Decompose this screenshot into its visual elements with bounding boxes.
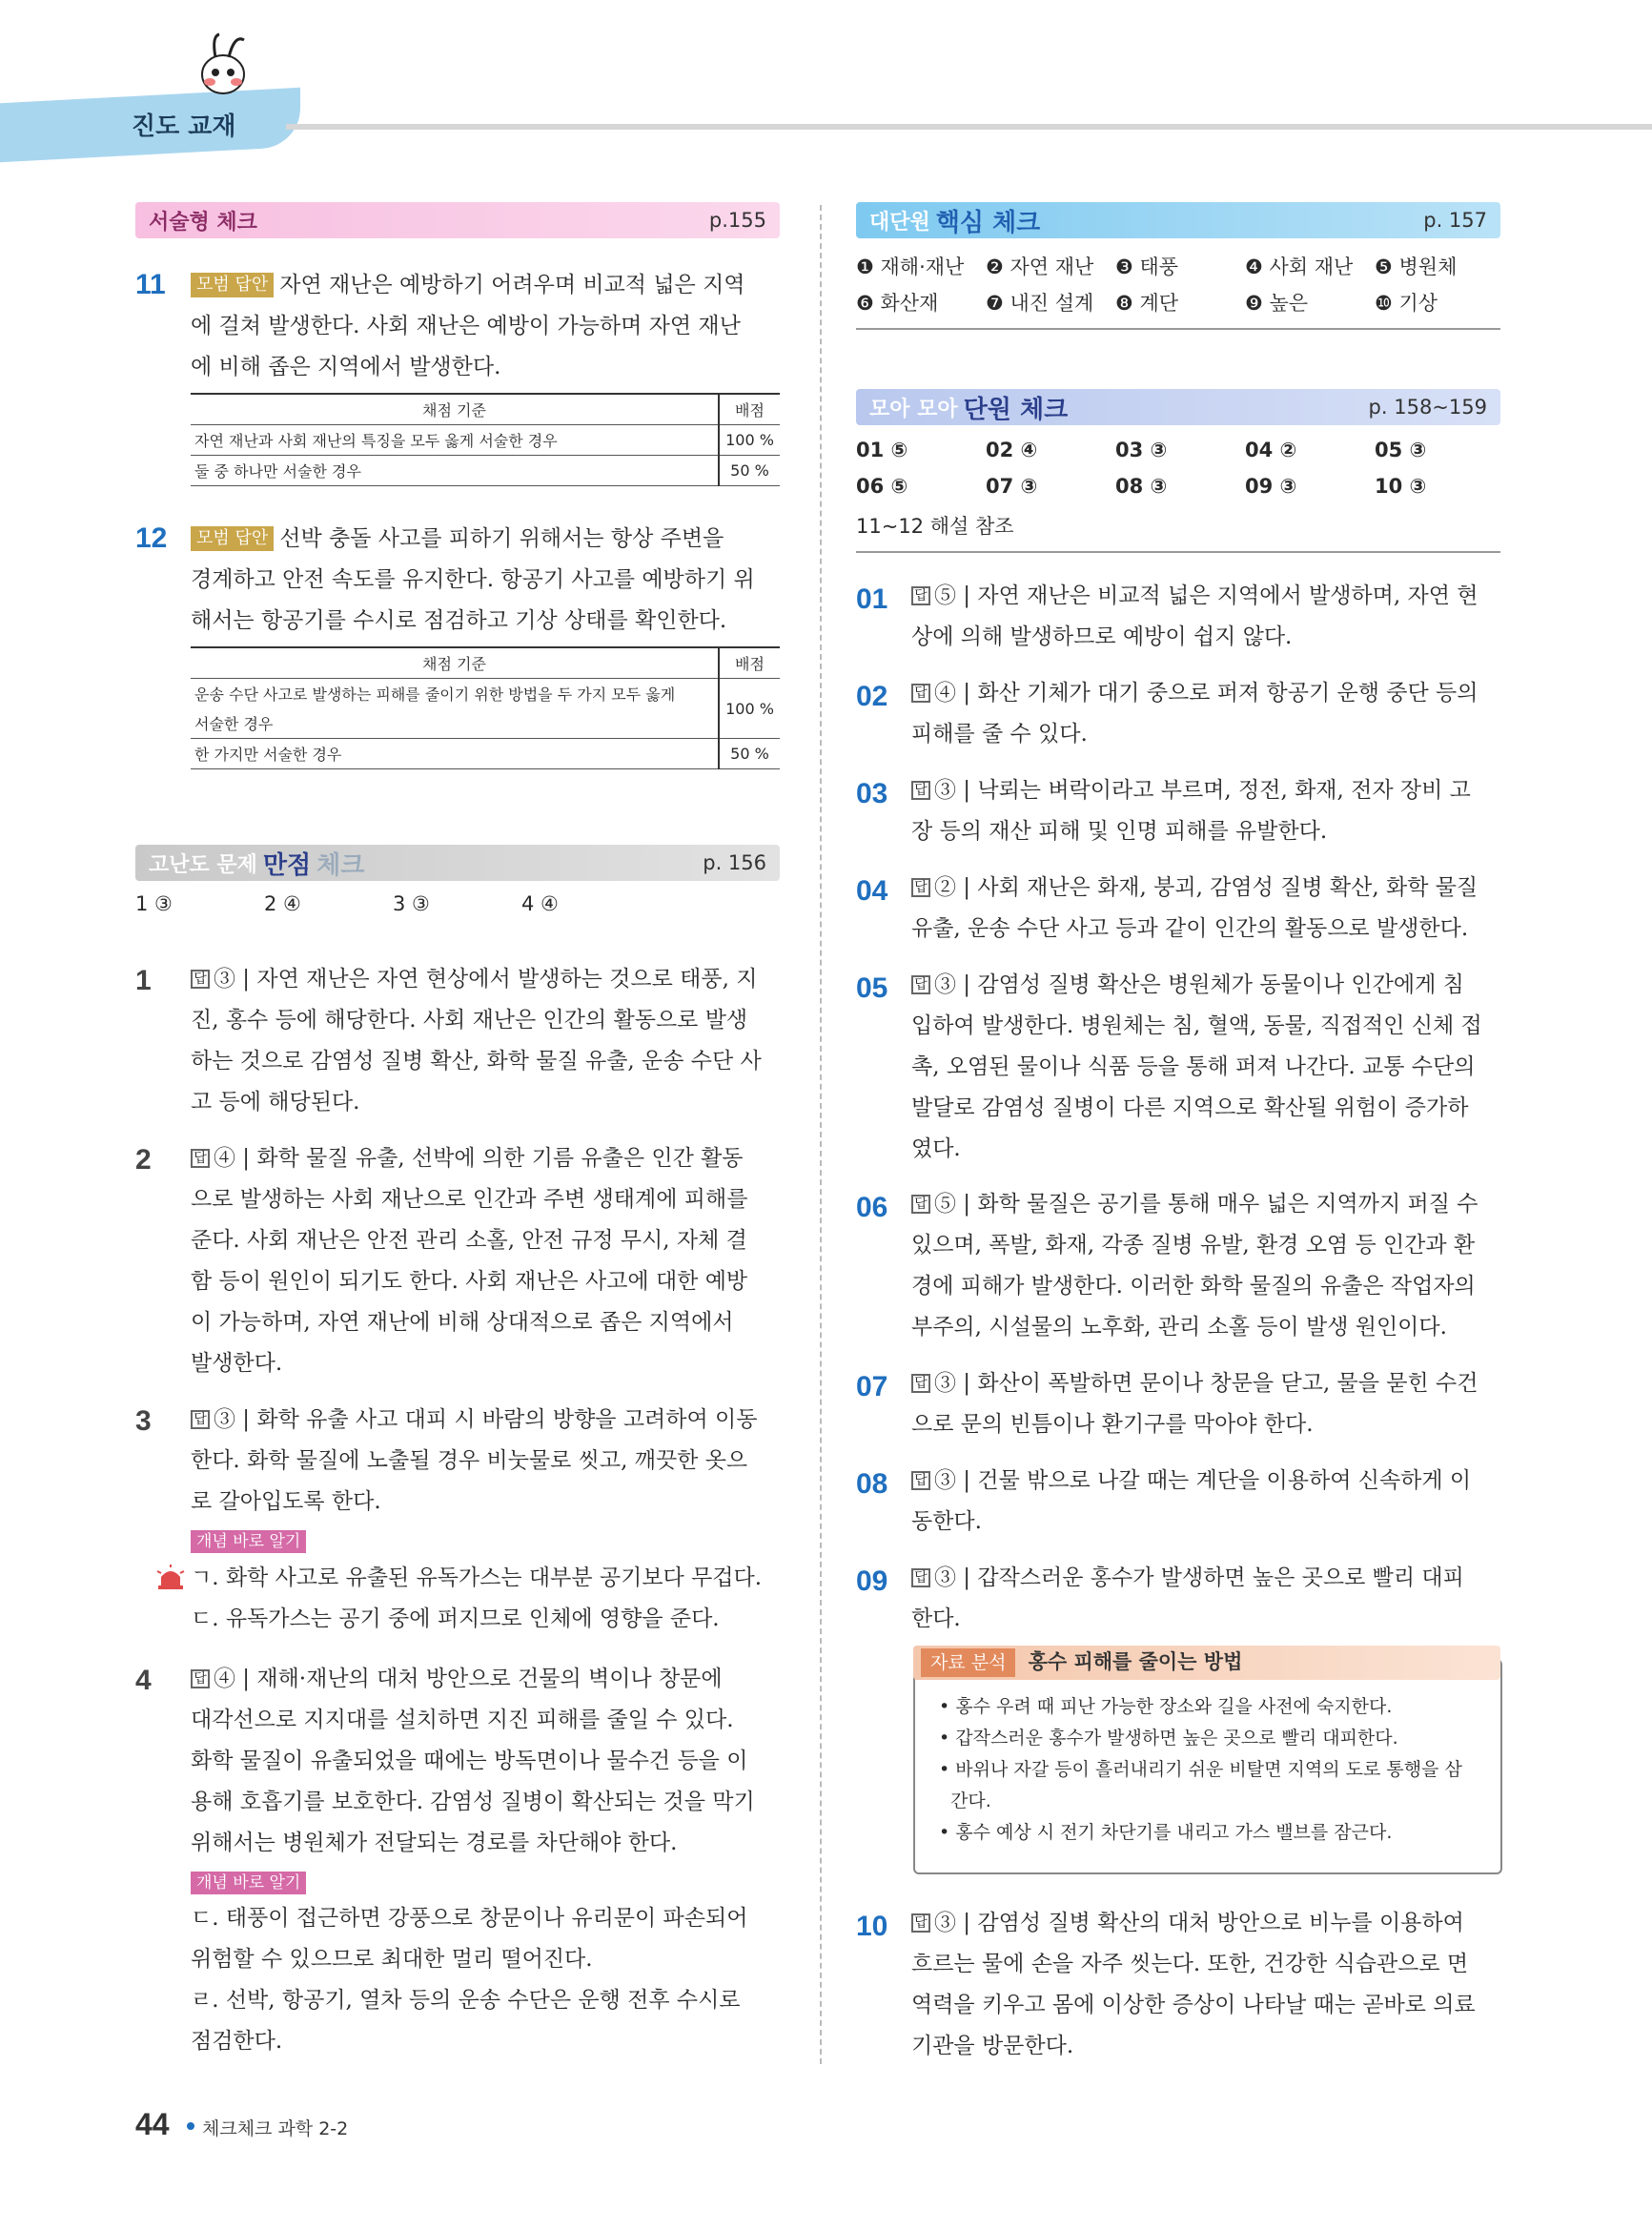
explanation-line: ③ | 갑작스러운 홍수가 발생하면 높은 곳으로 빨리 대피 — [934, 1565, 1464, 1590]
answer-mark-icon: 답 — [911, 781, 930, 800]
answer-line: 자연 재난은 예방하기 어려우며 비교적 넓은 지역 — [279, 273, 745, 297]
table-header: 배점 — [719, 394, 780, 425]
explanation-line: 발생한다. — [191, 1351, 283, 1376]
model-answer-tag: 모범 답안 — [191, 273, 274, 297]
explanation-line: 흐르는 물에 손을 자주 씻는다. 또한, 건강한 식습관으로 면 — [911, 1952, 1469, 1976]
explanation-3 — [191, 1400, 791, 1557]
page-number: 44 — [135, 2107, 170, 2141]
question-number: 10 — [856, 1911, 888, 1942]
explanation-line: 한다. 화학 물질에 노출될 경우 비눗물로 씻고, 깨끗한 옷으 — [191, 1448, 748, 1473]
data-analysis-tag: 자료 분석 — [921, 1648, 1015, 1677]
question-number: 09 — [856, 1565, 888, 1597]
answer-line: 에 걸쳐 발생한다. 사회 재난은 예방이 가능하며 자연 재난 — [191, 314, 741, 338]
list-item: • 갑작스러운 홍수가 발생하면 높은 곳으로 빨리 대피한다. — [939, 1728, 1398, 1749]
explanation-line: 역력을 키우고 몸에 이상한 증상이 나타날 때는 곧바로 의료 — [911, 1993, 1476, 2017]
list-item: 간다. — [939, 1790, 991, 1811]
core-check-item: ❺ 병원체 — [1375, 256, 1458, 278]
concept-note: 위험할 수 있으므로 최대한 멀리 떨어진다. — [191, 1947, 593, 1972]
header-rule — [286, 124, 1652, 130]
section-page: p. 158~159 — [1368, 396, 1487, 419]
question-number: 12 — [135, 522, 168, 554]
unit-check-item: 01 ⑤ — [856, 439, 908, 461]
explanation-line: 입하여 발생한다. 병원체는 침, 혈액, 동물, 직접적인 신체 접 — [911, 1013, 1482, 1038]
explanation-line: 로 갈아입도록 한다. — [191, 1489, 381, 1514]
table-row — [191, 679, 780, 709]
answer-mark-icon: 답 — [191, 970, 210, 989]
answer-mark-icon: 답 — [911, 1195, 930, 1214]
question-number: 1 — [135, 965, 152, 996]
question-number: 05 — [856, 972, 888, 1004]
answer-mark-icon: 답 — [911, 878, 930, 897]
explanation-4 — [191, 1659, 791, 2062]
explanation-line: ④ | 화산 기체가 대기 중으로 퍼져 항공기 운행 중단 등의 — [934, 681, 1479, 706]
explanation-10 — [911, 1903, 1502, 2067]
core-check-item: ❹ 사회 재난 — [1245, 256, 1354, 278]
answer-line: 에 비해 좁은 지역에서 발생한다. — [191, 355, 501, 379]
unit-check-item: 06 ⑤ — [856, 475, 908, 498]
table-row — [191, 425, 780, 456]
list-item: • 홍수 우려 때 피난 가능한 장소와 길을 사전에 숙지한다. — [939, 1696, 1393, 1717]
footer-dot — [187, 2122, 194, 2130]
question-number: 08 — [856, 1468, 888, 1500]
concept-note: ㄷ. 태풍이 접근하면 강풍으로 창문이나 유리문이 파손되어 — [191, 1906, 748, 1931]
concept-note: 점검한다. — [191, 2029, 283, 2054]
scoring-table — [191, 393, 780, 486]
section-title-big: 단원 체크 — [963, 395, 1069, 424]
answer-line: 선박 충돌 사고를 피하기 위해서는 항상 주변을 — [279, 526, 724, 551]
explanation-line: 부주의, 시설물의 노후화, 관리 소홀 등이 발생 원인이다. — [911, 1315, 1447, 1340]
section-title-big: 핵심 체크 — [935, 208, 1041, 237]
explanation-2 — [191, 1138, 791, 1384]
ribbon-label: 진도 교재 — [132, 113, 236, 141]
concept-tag: 개념 바로 알기 — [191, 1872, 306, 1894]
explanation-1 — [191, 959, 791, 1123]
explanation-line: 준다. 사회 재난은 안전 관리 소홀, 안전 규정 무시, 자체 결 — [191, 1228, 747, 1253]
q11-answer — [191, 265, 791, 388]
answer-mark-icon: 답 — [911, 684, 930, 703]
explanation-line: 대각선으로 지지대를 설치하면 지진 피해를 줄일 수 있다. — [191, 1708, 734, 1732]
answer-mark-icon: 답 — [191, 1410, 210, 1429]
section-title-big: 만점 — [262, 850, 312, 880]
section-title-small: 대단원 — [869, 210, 930, 235]
section-page: p.155 — [708, 209, 766, 232]
explanation-line: 으로 발생하는 사회 재난으로 인간과 주변 생태계에 피해를 — [191, 1187, 748, 1212]
explanation-line: ③ | 감염성 질병 확산은 병원체가 동물이나 인간에게 침 — [934, 972, 1464, 997]
unit-check-item: 07 ③ — [986, 475, 1038, 498]
concept-note: ㄷ. 유독가스는 공기 중에 퍼지므로 인체에 영향을 준다. — [191, 1606, 720, 1631]
unit-check-item: 09 ③ — [1245, 475, 1297, 498]
table-cell: 100 % — [719, 425, 780, 456]
section-title-big: 체크 — [316, 850, 365, 880]
concept-notes-3 — [191, 1558, 801, 1640]
answer-key-item: 4 ④ — [521, 892, 559, 915]
question-number: 11 — [135, 269, 166, 300]
question-number: 04 — [856, 875, 888, 907]
core-check-item: ❿ 기상 — [1375, 292, 1438, 315]
table-cell: 한 가지만 서술한 경우 — [191, 739, 719, 769]
explanation-line: ④ | 재해·재난의 대처 방안으로 건물의 벽이나 창문에 — [214, 1667, 723, 1691]
unit-note — [856, 511, 1014, 540]
question-number: 06 — [856, 1192, 888, 1223]
explanation-line: 있으며, 폭발, 화재, 각종 질병 유발, 환경 오염 등 인간과 환 — [911, 1233, 1476, 1258]
explanation-line: ② | 사회 재난은 화재, 붕괴, 감염성 질병 확산, 화학 물질 — [934, 875, 1479, 900]
explanation-05 — [911, 965, 1502, 1170]
question-number: 2 — [135, 1144, 152, 1176]
unit-check-item: 08 ③ — [1115, 475, 1168, 498]
explanation-line: 동한다. — [911, 1509, 982, 1534]
answer-line: 경계하고 안전 속도를 유지한다. 항공기 사고를 예방하기 위 — [191, 567, 755, 592]
explanation-line: 경에 피해가 발생한다. 이러한 화학 물질의 유출은 작업자의 — [911, 1274, 1476, 1299]
concept-tag: 개념 바로 알기 — [191, 1530, 306, 1553]
section-header-core — [856, 202, 1500, 238]
q12-answer — [191, 519, 791, 642]
core-check-item: ❾ 높은 — [1245, 292, 1309, 315]
explanation-08 — [911, 1461, 1502, 1543]
question-number: 03 — [856, 778, 888, 809]
question-number: 07 — [856, 1371, 888, 1402]
explanation-line: 화학 물질이 유출되었을 때에는 방독면이나 물수건 등을 이 — [191, 1749, 748, 1773]
section-page: p. 157 — [1423, 209, 1487, 232]
explanation-line: ③ | 낙뢰는 벼락이라고 부르며, 정전, 화재, 전자 장비 고 — [934, 778, 1471, 803]
explanation-line: 촉, 오염된 물이나 식품 등을 통해 퍼져 나간다. 교통 수단의 — [911, 1054, 1476, 1079]
core-check-item: ❸ 태풍 — [1115, 256, 1179, 278]
explanation-line: 피해를 줄 수 있다. — [911, 722, 1088, 747]
answer-mark-icon: 답 — [911, 586, 930, 605]
explanation-04 — [911, 868, 1502, 950]
table-cell: 운송 수단 사고로 발생하는 피해를 줄이기 위한 방법을 두 가지 모두 옳게 — [194, 685, 676, 704]
explanation-03 — [911, 770, 1502, 852]
book-title: 체크체크 과학 2-2 — [202, 2118, 349, 2139]
core-check-item: ❶ 재해·재난 — [856, 256, 965, 278]
unit-note-text: 11~12 해설 참조 — [856, 515, 1014, 538]
explanation-line: 였다. — [911, 1136, 961, 1161]
mascot-icon — [187, 29, 263, 105]
unit-check-item: 03 ③ — [1115, 439, 1168, 461]
explanation-line: 유출, 운송 수단 사고 등과 같이 인간의 활동으로 발생한다. — [911, 916, 1469, 941]
answer-mark-icon: 답 — [911, 1913, 930, 1933]
core-check-row — [856, 252, 1504, 280]
list-item: • 홍수 예상 시 전기 차단기를 내리고 가스 밸브를 잠근다. — [939, 1822, 1393, 1843]
unit-check-item: 04 ② — [1245, 439, 1297, 461]
concept-note: ㄹ. 선박, 항공기, 열차 등의 운송 수단은 운행 전후 수시로 — [191, 1988, 741, 2013]
data-analysis-header — [913, 1646, 1500, 1680]
table-cell: 50 % — [719, 739, 780, 769]
table-row — [191, 456, 780, 486]
table-cell: 100 % — [719, 679, 780, 739]
explanation-line: 하는 것으로 감염성 질병 확산, 화학 물질 유출, 운송 수단 사 — [191, 1049, 762, 1074]
question-number: 3 — [135, 1405, 152, 1437]
explanation-line: 한다. — [911, 1606, 961, 1631]
section-header-descriptive — [135, 202, 780, 238]
table-header: 채점 기준 — [191, 394, 719, 425]
answer-mark-icon: 답 — [911, 975, 930, 994]
explanation-01 — [911, 576, 1502, 658]
divider — [856, 551, 1500, 553]
unit-check-row — [856, 439, 1504, 461]
answer-mark-icon: 답 — [911, 1568, 930, 1587]
answer-mark-icon: 답 — [911, 1471, 930, 1490]
explanation-09 — [911, 1558, 1502, 1640]
answer-mark-icon: 답 — [191, 1669, 210, 1688]
answer-key-item: 2 ④ — [264, 892, 301, 915]
model-answer-tag: 모범 답안 — [191, 526, 274, 551]
explanation-line: ③ | 건물 밖으로 나갈 때는 계단을 이용하여 신속하게 이 — [934, 1468, 1472, 1493]
answer-key-row — [135, 892, 780, 915]
table-cell: 50 % — [719, 456, 780, 486]
core-check-item: ❼ 내진 설계 — [986, 292, 1094, 315]
explanation-line: ⑤ | 화학 물질은 공기를 통해 매우 넓은 지역까지 퍼질 수 — [934, 1192, 1479, 1217]
explanation-line: 용해 호흡기를 보호한다. 감염성 질병이 확산되는 것을 막기 — [191, 1790, 755, 1814]
table-header: 배점 — [719, 647, 780, 679]
section-header-unit — [856, 389, 1500, 425]
alarm-icon — [155, 1564, 186, 1590]
explanation-line: 으로 문의 빈틈이나 환기구를 막아야 한다. — [911, 1412, 1314, 1437]
explanation-06 — [911, 1184, 1502, 1348]
table-cell: 둘 중 하나만 서술한 경우 — [191, 456, 719, 486]
question-number: 4 — [135, 1665, 152, 1696]
table-cell: 서술한 경우 — [191, 708, 719, 739]
answer-line: 해서는 항공기를 수시로 점검하고 기상 상태를 확인한다. — [191, 608, 727, 633]
answer-mark-icon: 답 — [191, 1149, 210, 1168]
explanation-line: 고 등에 해당된다. — [191, 1090, 360, 1115]
unit-check-row — [856, 475, 1504, 498]
explanation-07 — [911, 1363, 1502, 1445]
explanation-line: 기관을 방문한다. — [911, 2034, 1074, 2058]
column-divider — [820, 205, 822, 2064]
explanation-line: ③ | 자연 재난은 자연 현상에서 발생하는 것으로 태풍, 지 — [214, 967, 758, 992]
core-check-item: ❽ 계단 — [1115, 292, 1179, 315]
data-analysis-title: 홍수 피해를 줄이는 방법 — [1028, 1650, 1243, 1673]
table-row — [191, 739, 780, 769]
explanation-line: 함 등이 원인이 되기도 한다. 사회 재난은 사고에 대한 예방 — [191, 1269, 748, 1294]
explanation-line: ⑤ | 자연 재난은 비교적 넓은 지역에서 발생하며, 자연 현 — [934, 583, 1479, 608]
answer-mark-icon: 답 — [911, 1374, 930, 1393]
explanation-line: ③ | 감염성 질병 확산의 대처 방안으로 비누를 이용하여 — [934, 1911, 1464, 1935]
explanation-line: ③ | 화학 유출 사고 대피 시 바람의 방향을 고려하여 이동 — [214, 1407, 758, 1432]
explanation-line: 진, 홍수 등에 해당한다. 사회 재난은 인간의 활동으로 발생 — [191, 1008, 748, 1033]
question-number: 01 — [856, 583, 888, 615]
divider — [856, 328, 1500, 330]
explanation-02 — [911, 673, 1502, 755]
core-check-item: ❻ 화산재 — [856, 292, 939, 315]
core-check-row — [856, 288, 1504, 317]
explanation-line: 위해서는 병원체가 전달되는 경로를 차단해야 한다. — [191, 1831, 678, 1855]
scoring-table — [191, 646, 780, 769]
explanation-line: 이 가능하며, 자연 재난에 비해 상대적으로 좁은 지역에서 — [191, 1310, 734, 1335]
table-row — [191, 708, 780, 739]
explanation-line: 발달로 감염성 질병이 다른 지역으로 확산될 위험이 증가하 — [911, 1095, 1469, 1120]
list-item: • 바위나 자갈 등이 흘러내리기 쉬운 비탈면 지역의 도로 통행을 삼 — [939, 1759, 1462, 1780]
section-title: 서술형 체크 — [149, 210, 257, 235]
answer-key-item: 1 ③ — [135, 892, 173, 915]
explanation-line: 상에 의해 발생하므로 예방이 쉽지 않다. — [911, 624, 1293, 649]
core-check-item: ❷ 자연 재난 — [986, 256, 1094, 278]
section-page: p. 156 — [703, 851, 766, 874]
data-analysis-list — [939, 1691, 1492, 1849]
section-title-small: 고난도 문제 — [149, 852, 257, 877]
section-header-hard — [135, 845, 780, 881]
unit-check-item: 02 ④ — [986, 439, 1038, 461]
concept-note: ㄱ. 화학 사고로 유출된 유독가스는 대부분 공기보다 무겁다. — [191, 1565, 763, 1590]
section-title-small: 모아 모아 — [869, 397, 958, 421]
question-number: 02 — [856, 681, 888, 712]
table-cell: 자연 재난과 사회 재난의 특징을 모두 옳게 서술한 경우 — [191, 425, 719, 456]
explanation-line: ③ | 화산이 폭발하면 문이나 창문을 닫고, 물을 묻힌 수건 — [934, 1371, 1479, 1396]
explanation-line: 장 등의 재산 피해 및 인명 피해를 유발한다. — [911, 819, 1328, 844]
explanation-line: ④ | 화학 물질 유출, 선박에 의한 기름 유출은 인간 활동 — [214, 1146, 744, 1171]
table-header: 채점 기준 — [191, 647, 719, 679]
answer-key-item: 3 ③ — [393, 892, 430, 915]
unit-check-item: 05 ③ — [1375, 439, 1427, 461]
unit-check-item: 10 ③ — [1375, 475, 1427, 498]
